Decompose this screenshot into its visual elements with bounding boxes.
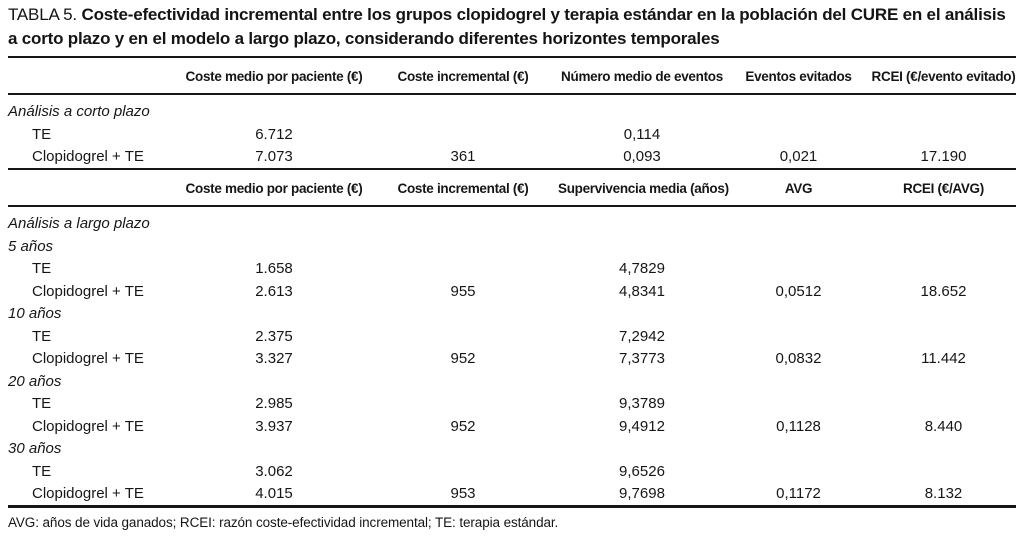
cell-supervivencia: 9,3789 <box>619 395 665 412</box>
cell-supervivencia: 7,2942 <box>619 327 665 345</box>
row-label: Clopidogrel + TE <box>32 282 144 300</box>
cell-avg: 0,1172 <box>776 485 821 502</box>
cost-effectiveness-table <box>8 56 1016 508</box>
row-label: TE <box>32 125 52 143</box>
cell-coste-medio: 2.613 <box>255 282 293 300</box>
cell-avg: 0,1128 <box>776 417 821 435</box>
horizon-row-10-anos <box>8 303 1016 326</box>
data-row-te-corto <box>8 123 1016 146</box>
cell-supervivencia: 7,3773 <box>619 350 665 367</box>
data-row-clopidogrel-20 <box>8 415 1016 438</box>
cell-coste-incremental <box>368 460 558 483</box>
section-label: Análisis a corto plazo <box>8 103 150 120</box>
cell-avg <box>726 325 871 348</box>
cell-coste-incremental <box>368 123 558 146</box>
cell-avg <box>726 393 871 416</box>
cell-avg: 0,0512 <box>775 282 822 300</box>
section-row-corto-plazo <box>8 94 1016 123</box>
row-label: Clopidogrel + TE <box>32 417 144 435</box>
header-row-long-term <box>8 169 1016 206</box>
col-header-coste-medio: Coste medio por paciente (€) <box>185 69 363 84</box>
section-row-largo-plazo <box>8 206 1016 235</box>
row-label: TE <box>32 395 52 412</box>
cell-numero-eventos: 0,114 <box>623 125 661 143</box>
horizon-row-30-anos <box>8 438 1016 461</box>
header-empty-cell <box>8 169 180 206</box>
cell-coste-incremental <box>368 393 558 416</box>
cell-coste-medio: 2.375 <box>255 327 293 345</box>
cell-eventos-evitados <box>726 123 871 146</box>
cell-supervivencia: 9,4912 <box>619 417 665 435</box>
section-label: Análisis a largo plazo <box>8 215 150 232</box>
table-footnote: AVG: años de vida ganados; RCEI: razón coste-efectividad incremental; TE: terapia estándar. <box>8 515 559 530</box>
col-header-eventos-evitados: Eventos evitados <box>745 69 852 84</box>
cell-avg <box>726 258 871 281</box>
data-row-te-30 <box>8 460 1016 483</box>
cell-rcei <box>871 123 1016 146</box>
cell-rcei <box>871 460 1016 483</box>
col-header-avg: AVG <box>784 181 813 196</box>
row-label: TE <box>32 462 52 480</box>
col-header-numero-eventos: Número medio de eventos <box>561 69 723 84</box>
horizon-label: 5 años <box>8 237 54 255</box>
cell-supervivencia: 4,8341 <box>619 282 665 300</box>
col-header-coste-medio: Coste medio por paciente (€) <box>185 181 363 196</box>
cell-coste-incremental <box>368 258 558 281</box>
cell-coste-incremental: 361 <box>450 148 476 165</box>
cell-rcei: 18.652 <box>920 282 967 300</box>
cell-rcei <box>871 258 1016 281</box>
col-header-rcei-avg: RCEI (€/AVG) <box>903 181 984 196</box>
data-row-te-10 <box>8 325 1016 348</box>
cell-rcei: 8.440 <box>924 417 963 435</box>
data-row-clopidogrel-30 <box>8 483 1016 507</box>
data-row-te-20 <box>8 393 1016 416</box>
cell-supervivencia: 9,6526 <box>619 462 665 480</box>
col-header-coste-incremental: Coste incremental (€) <box>397 69 529 84</box>
cell-coste-medio: 6.712 <box>255 125 293 143</box>
cell-eventos-evitados: 0,021 <box>779 148 818 165</box>
table-title <box>8 3 1016 51</box>
header-empty-cell <box>8 57 180 94</box>
row-label: Clopidogrel + TE <box>32 485 144 502</box>
horizon-row-5-anos <box>8 235 1016 258</box>
cell-coste-medio: 2.985 <box>255 395 293 412</box>
cell-coste-incremental: 952 <box>450 417 476 435</box>
cell-numero-eventos: 0,093 <box>623 148 661 165</box>
table-number-label: TABLA 5. <box>8 5 77 24</box>
cell-supervivencia: 4,7829 <box>619 260 665 277</box>
cell-coste-medio: 7.073 <box>255 148 293 165</box>
cell-coste-incremental: 952 <box>450 350 476 367</box>
data-row-clopidogrel-5 <box>8 280 1016 303</box>
cell-supervivencia: 9,7698 <box>619 485 665 502</box>
cell-rcei: 11.442 <box>921 350 966 367</box>
cell-rcei: 8.132 <box>924 485 963 502</box>
cell-avg: 0,0832 <box>775 350 822 367</box>
cell-coste-medio: 3.327 <box>255 350 293 367</box>
cell-avg <box>726 460 871 483</box>
col-header-supervivencia: Supervivencia media (años) <box>558 181 729 196</box>
table-title-text: Coste-efectividad incremental entre los grupos clopidogrel y terapia estándar en la población del CURE en el análisis a corto plazo y en el modelo a largo plazo, considerando diferentes horizontes temporales <box>8 5 1006 48</box>
cell-coste-medio: 3.937 <box>255 417 293 435</box>
data-row-te-5 <box>8 258 1016 281</box>
horizon-label: 10 años <box>8 305 62 322</box>
cell-coste-medio: 4.015 <box>255 485 293 502</box>
data-row-clopidogrel-10 <box>8 348 1016 371</box>
col-header-rcei-evento: RCEI (€/evento evitado) <box>871 69 1016 84</box>
cell-rcei: 17.190 <box>920 148 967 165</box>
row-label: TE <box>32 260 52 277</box>
cell-rcei <box>871 325 1016 348</box>
row-label: Clopidogrel + TE <box>32 148 144 165</box>
horizon-label: 30 años <box>8 440 62 457</box>
horizon-label: 20 años <box>8 372 62 390</box>
col-header-coste-incremental: Coste incremental (€) <box>397 181 529 196</box>
horizon-row-20-anos <box>8 370 1016 393</box>
data-row-clopidogrel-corto <box>8 146 1016 170</box>
cell-coste-medio: 1.658 <box>255 260 293 277</box>
cell-coste-incremental <box>368 325 558 348</box>
cell-rcei <box>871 393 1016 416</box>
cell-coste-incremental: 955 <box>450 282 476 300</box>
cell-coste-medio: 3.062 <box>255 462 293 480</box>
row-label: TE <box>32 327 52 345</box>
row-label: Clopidogrel + TE <box>32 350 144 367</box>
header-row-short-term <box>8 57 1016 94</box>
cell-coste-incremental: 953 <box>450 485 476 502</box>
